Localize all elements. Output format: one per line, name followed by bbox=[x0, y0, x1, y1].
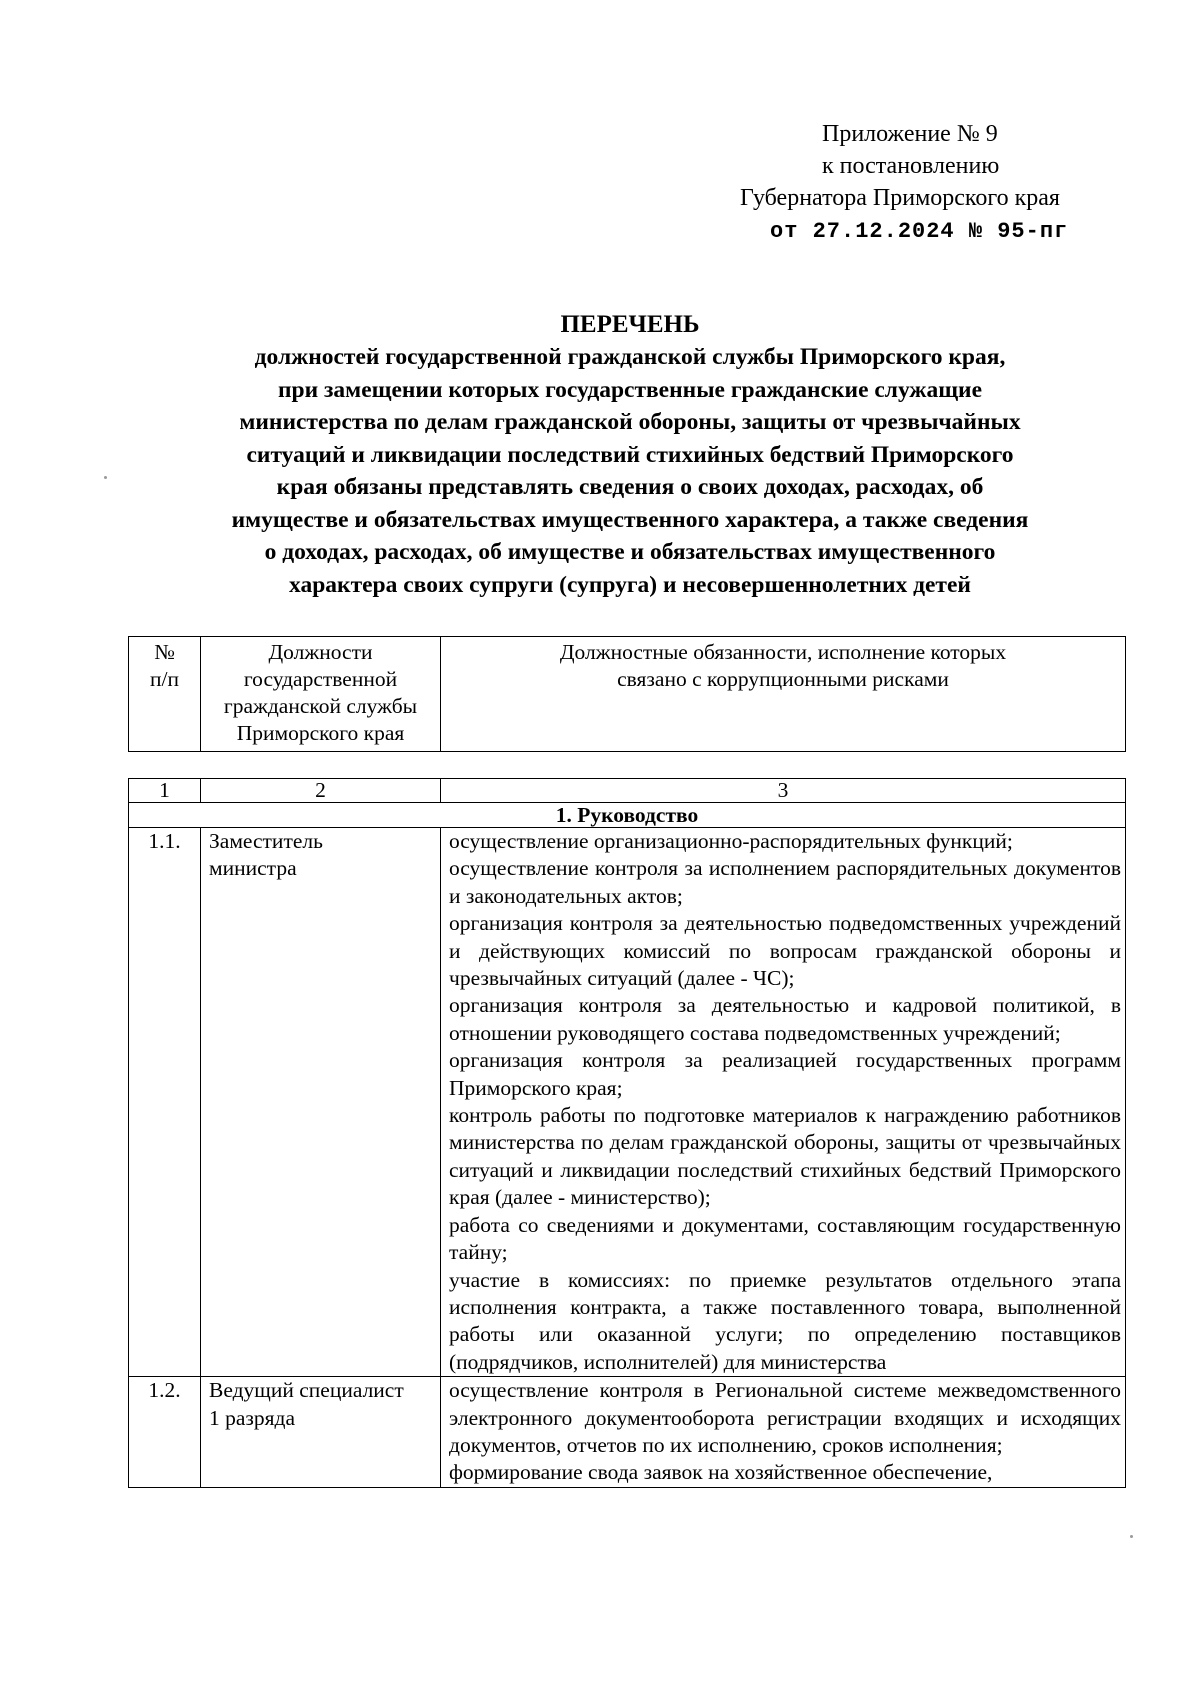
duty-item: работа со сведениями и документами, составляющим государственную тайну; bbox=[449, 1212, 1121, 1265]
header-text: связано с коррупционными рисками bbox=[617, 667, 949, 691]
header-text: государственной bbox=[243, 667, 398, 691]
section-row bbox=[129, 803, 1126, 828]
subtitle-line: при замещении которых государственные гражданские служащие bbox=[277, 376, 983, 403]
duty-item: организация контроля за деятельностью и кадровой политикой, в отношении руководящего состава подведомственных учреждений; bbox=[449, 993, 1121, 1045]
scan-speck bbox=[1130, 1535, 1133, 1538]
position-text: Ведущий специалист bbox=[209, 1378, 404, 1403]
table-row bbox=[129, 828, 1126, 1377]
header-cell-number bbox=[129, 637, 201, 752]
positions-table bbox=[128, 778, 1126, 1488]
table-header bbox=[128, 636, 1126, 752]
row-number: 1.1. bbox=[129, 828, 201, 1377]
subtitle-line: должностей государственной гражданской службы Приморского края, bbox=[254, 344, 1006, 370]
scan-speck bbox=[104, 476, 107, 479]
header-text: гражданской службы bbox=[223, 694, 418, 718]
duty-item: участие в комиссиях: по приемке результатов отдельного этапа исполнения контракта, а также поставленного товара, выполненной работы или оказанной услуги; по определению поставщиков (подрядчиков, исполнителей) для министерства bbox=[449, 1267, 1121, 1374]
document-title bbox=[130, 308, 1130, 601]
position-cell bbox=[201, 1377, 441, 1488]
appendix-date-number: от 27.12.2024 № 95-пг bbox=[770, 219, 1069, 244]
position-text: Заместитель bbox=[209, 829, 323, 853]
table-row bbox=[129, 1377, 1126, 1488]
subtitle-line: характера своих супруги (супруга) и несовершеннолетних детей bbox=[289, 571, 971, 598]
header-row bbox=[129, 637, 1126, 752]
subtitle-line: о доходах, расходах, об имуществе и обязательствах имущественного bbox=[264, 539, 996, 565]
subtitle-line: министерства по делам гражданской обороны, защиты от чрезвычайных bbox=[239, 409, 1021, 435]
position-text: министра bbox=[209, 856, 297, 881]
duty-item: осуществление организационно-распорядительных функций; bbox=[449, 829, 1013, 853]
column-number: 2 bbox=[201, 779, 441, 803]
header-cell-position bbox=[201, 637, 441, 752]
title-main: ПЕРЕЧЕНЬ bbox=[560, 311, 700, 338]
header-text: п/п bbox=[150, 667, 179, 691]
subtitle-line: края обязаны представлять сведения о своих доходах, расходах, об bbox=[276, 474, 984, 500]
column-numbering-row bbox=[129, 779, 1126, 803]
row-number: 1.2. bbox=[129, 1377, 201, 1488]
header-text: Приморского края bbox=[236, 721, 405, 745]
position-cell bbox=[201, 828, 441, 1377]
column-number: 1 bbox=[129, 779, 201, 803]
subtitle-line: имуществе и обязательствах имущественного характера, а также сведения bbox=[231, 506, 1029, 533]
duty-item: осуществление контроля за исполнением распорядительных документов и законодательных актов; bbox=[449, 856, 1121, 908]
duty-item: осуществление контроля в Региональной системе межведомственного электронного документооборота регистрации входящих и исходящих документов, отчетов по их исполнению, сроков исполнения; bbox=[449, 1378, 1121, 1457]
section-title: 1. Руководство bbox=[129, 803, 1126, 828]
position-text: 1 разряда bbox=[209, 1405, 296, 1430]
appendix-header bbox=[740, 118, 1140, 248]
header-text: Должности bbox=[268, 640, 373, 664]
duty-item: контроль работы по подготовке материалов к награждению работников министерства по делам гражданской обороны, защиты от чрезвычайных ситуаций и ликвидации последствий стихийных бедствий Приморского края (далее - министерство); bbox=[449, 1103, 1121, 1210]
appendix-authority: Губернатора Приморского края bbox=[740, 185, 1060, 211]
header-text: № bbox=[154, 640, 175, 664]
title-subtitle bbox=[130, 341, 1130, 601]
header-text: Должностные обязанности, исполнение которых bbox=[559, 640, 1007, 664]
duty-item: организация контроля за реализацией государственных программ Приморского края; bbox=[449, 1048, 1121, 1100]
appendix-reference: к постановлению bbox=[822, 153, 1000, 179]
column-number: 3 bbox=[441, 779, 1126, 803]
appendix-number: Приложение № 9 bbox=[822, 121, 998, 147]
duties-cell bbox=[441, 828, 1126, 1377]
duty-item: формирование свода заявок на хозяйственное обеспечение, bbox=[449, 1460, 993, 1485]
duty-item: организация контроля за деятельностью подведомственных учреждений и действующих комиссий по вопросам гражданской обороны и чрезвычайных ситуаций (далее - ЧС); bbox=[449, 911, 1121, 991]
duties-cell bbox=[441, 1377, 1126, 1488]
subtitle-line: ситуаций и ликвидации последствий стихийных бедствий Приморского bbox=[246, 441, 1014, 468]
header-cell-duties bbox=[441, 637, 1126, 752]
